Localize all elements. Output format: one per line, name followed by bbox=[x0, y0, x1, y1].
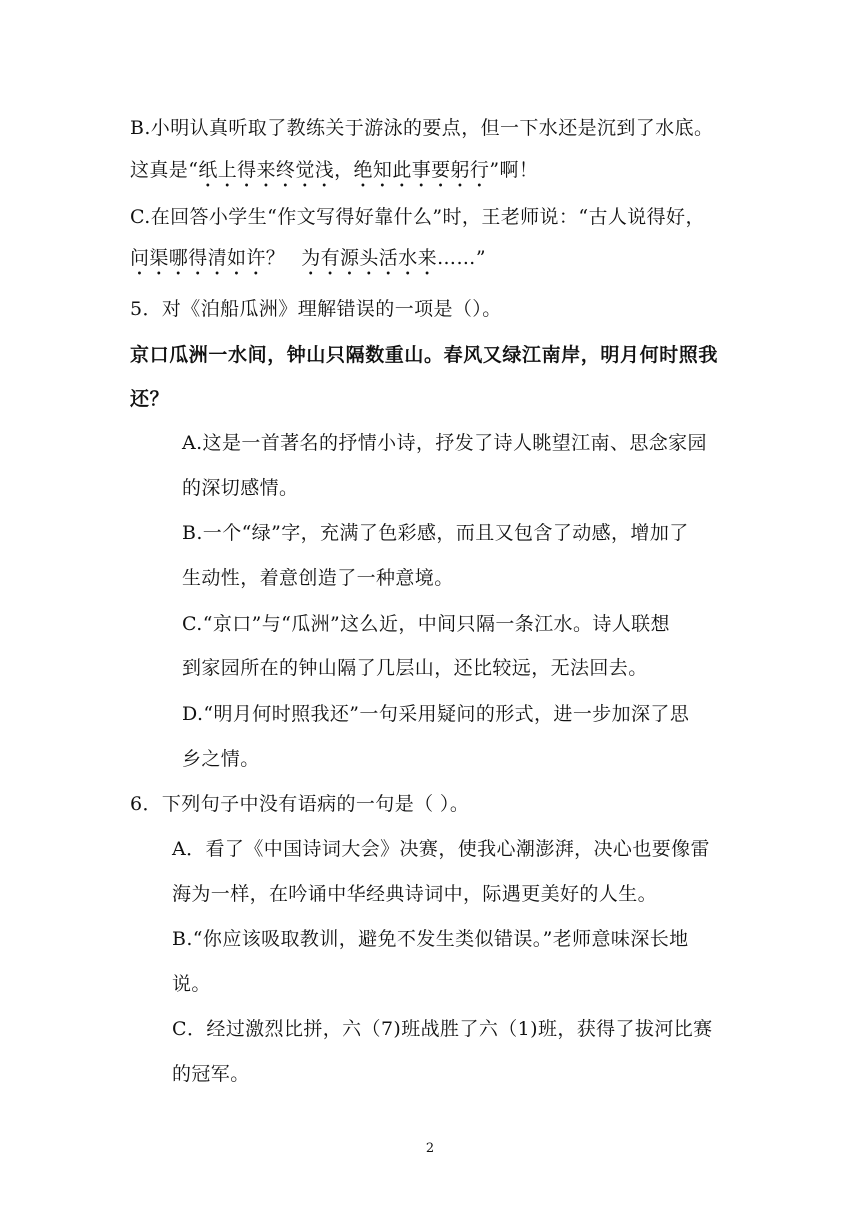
q5-option-a-line-1: A.这是一首著名的抒情小诗，抒发了诗人眺望江南、思念家园 bbox=[182, 432, 707, 454]
option-c-line-2 bbox=[130, 246, 486, 280]
q6-option-a-line-1: A．看了《中国诗词大会》决赛，使我心潮澎湃，决心也要像雷 bbox=[172, 838, 710, 860]
emphasized-quote: 问渠哪得清如许？ bbox=[130, 247, 286, 269]
page-number: 2 bbox=[425, 1141, 435, 1156]
q5-option-a-line-2: 的深切感情。 bbox=[182, 477, 299, 499]
q5-option-d-line-1: D.“明月何时照我还”一句采用疑问的形式，进一步加深了思 bbox=[182, 703, 690, 725]
q5-option-b-line-1: B.一个“绿”字，充满了色彩感，而且又包含了动感，增加了 bbox=[182, 522, 689, 544]
text-span: ”啊！ bbox=[489, 159, 539, 181]
q6-option-c-line-2: 的冠军。 bbox=[172, 1063, 250, 1085]
q5-option-c-line-1: C.“京口”与“瓜洲”这么近，中间只隔一条江水。诗人联想 bbox=[182, 613, 670, 635]
q6-option-b-line-2: 说。 bbox=[172, 973, 211, 995]
q5-option-d-line-2: 乡之情。 bbox=[182, 748, 260, 770]
question-5-title: 5．对《泊船瓜洲》理解错误的一项是（）。 bbox=[130, 298, 502, 320]
poem-line-1: 京口瓜洲一水间，钟山只隔数重山。春风又绿江南岸，明月何时照我 bbox=[130, 344, 719, 366]
emphasized-quote: 为有源头活水来 bbox=[301, 247, 438, 269]
q6-option-c-line-1: C．经过激烈比拼，六（7)班战胜了六（1)班，获得了拔河比赛 bbox=[172, 1018, 713, 1040]
q5-option-b-line-2: 生动性，着意创造了一种意境。 bbox=[182, 567, 454, 589]
emphasized-quote: 纸上得来终觉浅，绝知此事要躬行 bbox=[198, 159, 490, 181]
option-c-line-1: C.在回答小学生“作文写得好靠什么”时，王老师说：“古人说得好， bbox=[130, 206, 705, 228]
q6-option-a-line-2: 海为一样，在吟诵中华经典诗词中，际遇更美好的人生。 bbox=[172, 883, 658, 905]
option-b-line-1: B.小明认真听取了教练关于游泳的要点，但一下水还是沉到了水底。 bbox=[130, 117, 714, 139]
question-6-title: 6．下列句子中没有语病的一句是（ ）。 bbox=[130, 793, 470, 815]
text-span: 这真是“ bbox=[130, 159, 199, 181]
q5-option-c-line-2: 到家园所在的钟山隔了几层山，还比较远，无法回去。 bbox=[182, 657, 648, 679]
text-span: ……” bbox=[437, 247, 486, 269]
poem-line-2: 还？ bbox=[130, 388, 170, 410]
option-b-line-2 bbox=[130, 158, 538, 192]
q6-option-b-line-1: B.“你应该吸取教训，避免不发生类似错误。”老师意味深长地 bbox=[172, 928, 689, 950]
